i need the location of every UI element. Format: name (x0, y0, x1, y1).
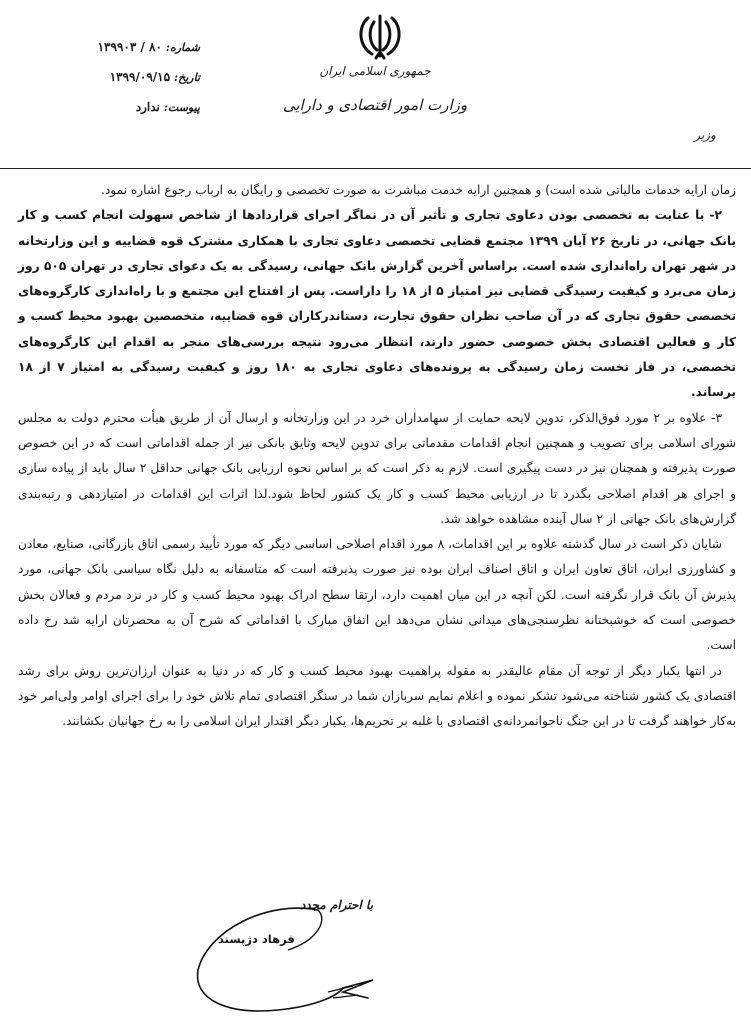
letter-body (18, 178, 736, 735)
date-label: تاریخ: (174, 71, 200, 84)
header-divider (0, 168, 751, 169)
letter-meta (10, 40, 200, 130)
ministry-name: وزارت امور اقتصادی و دارایی (282, 96, 468, 114)
closing-regards: با احترام مجدد (300, 898, 373, 912)
attachment-label: پیوست: (163, 101, 200, 114)
paragraph-3: ۳- علاوه بر ۲ مورد فوق‌الذکر، تدوین لایحه حمایت از سهامداران خرد در این وزارتخانه و ارسال آن از طریق هیأت محترم دولت به مجلس شورای اسلامی برای تصویب و همچنین انجام اقدامات مقدماتی برای تدوین لایحه وثایق بانکی نیز از جمله اقداماتی است که در این خصوص صورت پذیرفته و همچنان نیز در دست پیگیری است. لازم به ذکر است که بر اساس نحوه ارزیابی بانک جهانی حداقل ۲ سال باید از پیاده سازی و اجرای هر اقدام اصلاحی بگذرد تا در ارزیابی محیط کسب و کار یک کشور لحاظ شود.لذا اثرات این اقدامات در امتیازدهی و رتبه‌بندی گزارش‌های بانک جهانی از ۲ سال آینده مشاهده خواهد شد. (18, 410, 736, 526)
minister-label: وزیر (694, 128, 716, 142)
paragraph-5: در انتها یکبار دیگر از توجه آن مقام عالیقدر به مقوله پراهمیت بهبود محیط کسب و کار که در دنیا به عنوان ارزان‌ترین روش برای رشد اقتصادی یک کشور شناخته می‌شود تشکر نموده و اعلام نمایم سربازان شما در سنگر اقتصادی تمام تلاش خود را برای اجرای اوامر ولی‌امر خود به‌کار خواهند گرفت تا در این جنگ ناجوانمردانه‌ی اقتصادی با غلبه بر تحریم‌ها، یکبار دیگر اقتدار ایران اسلامی را به رخ جهانیان بکشانند. (18, 663, 736, 729)
letter-number (10, 40, 200, 54)
signature-icon (168, 900, 408, 1020)
number-label: شماره: (165, 41, 200, 54)
letter-attachment (10, 100, 200, 114)
letter-date (10, 70, 200, 84)
attachment-value: ندارد (135, 100, 160, 114)
signer-name: فرهاد دژپسند (218, 932, 295, 946)
paragraph-1: زمان ارایه خدمات مالیاتی شده است) و همچنین ارایه خدمت مباشرت به صورت تخصصی و رایگان به ارباب رجوع اشاره نمود. (100, 183, 736, 197)
republic-name: جمهوری اسلامی ایران (319, 64, 431, 78)
paragraph-4: شایان ذکر است در سال گذشته علاوه بر این اقدامات، ۸ مورد اقدام اصلاحی اساسی دیگر که مورد تأیید رسمی اتاق بازرگانی، صنایع، معادن و کشاورزی ایران، اتاق تعاون ایران و اتاق اصناف ایران بوده نیز صورت پذیرفته است که متاسفانه به دلیل نگاه سیاسی بانک جهانی، مورد پذیرش آن بانک قرار نگرفته است. لکن آنچه در این میان اهمیت دارد، ارتقا سطح ادراک بهبود محیط کسب و کار در نزد مردم و فعالان بخش خصوصی است که خوشبختانه نظرسنجی‌های میدانی نشان می‌دهد این اتفاق مبارک با اقداماتی که شرح آن به محضرتان ارایه شد رخ داده است. (18, 537, 736, 653)
date-value: ۱۳۹۹/۰۹/۱۵ (109, 70, 171, 84)
letterhead (0, 0, 751, 176)
paragraph-2: ۲- با عنایت به تخصصی بودن دعاوی تجاری و تأثیر آن در نماگر اجرای قراردادها از شاخص سهولت انجام کسب و کار بانک جهانی، در تاریخ ۲۶ آبان ۱۳۹۹ مجتمع قضایی تخصصی دعاوی تجاری با همکاری مشترک قوه قضاییه و این وزارتخانه در شهر تهران راه‌اندازی شده است. براساس آخرین گزارش بانک جهانی، رسیدگی به یک دعوای تجاری در تهران ۵۰۵ روز زمان می‌برد و کیفیت رسیدگی قضایی نیز امتیاز ۵ از ۱۸ را داراست. پس از افتتاح این مجتمع و با راه‌اندازی کارگروه‌های تخصصی حقوق تجاری که در آن صاحب نظران حقوق تجارت، دستاندرکاران قوه قضاییه، متخصصین بهبود محیط کسب و کار و فعالین اقتصادی بخش خصوصی حضور دارند، انتظار می‌رود نتیجه بررسی‌های منجر به اقدام این کارگروه‌های تخصصی، در فاز نخست زمان رسیدگی به پرونده‌های دعاوی تجاری به ۱۸۰ روز و کیفیت رسیدگی به امتیاز ۷ از ۱۸ برساند. (18, 208, 737, 400)
iran-emblem-icon (350, 12, 410, 62)
number-value: ۸۰ / ۱۳۹۹۰۳ (97, 40, 162, 54)
